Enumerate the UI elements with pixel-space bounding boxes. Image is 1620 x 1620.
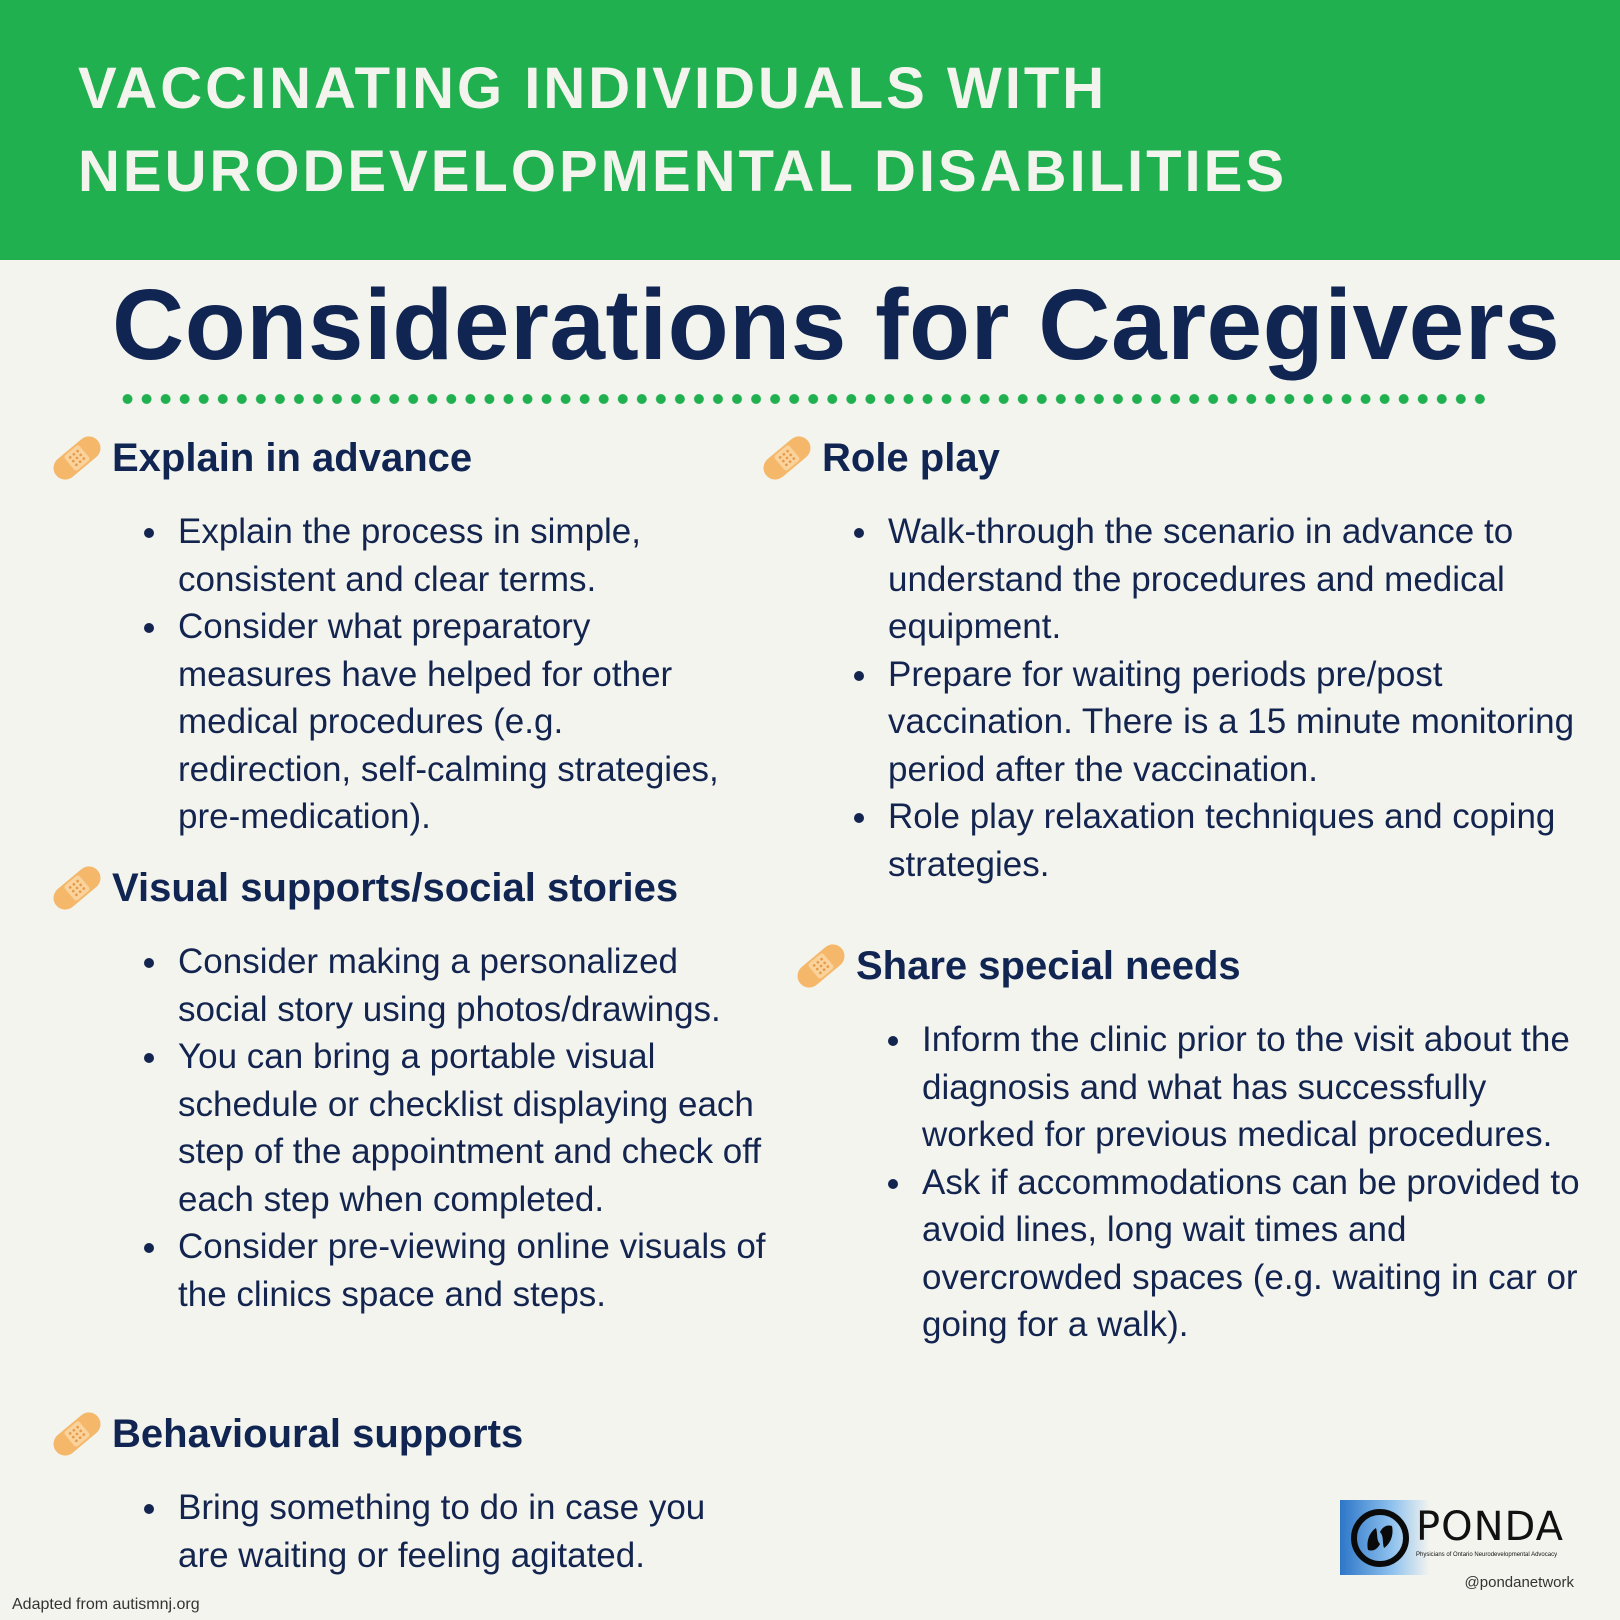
bullet-item: Walk-through the scenario in advance to understand the procedures and medical equipment.	[854, 508, 1584, 651]
banner-title-line-2: NEURODEVELOPMENTAL DISABILITIES	[78, 139, 1288, 204]
section-header	[756, 428, 1596, 488]
bullet-item: Role play relaxation techniques and coping strategies.	[854, 793, 1584, 888]
bullet-item: Prepare for waiting periods pre/post vaccination. There is a 15 minute monitoring period after the vaccination.	[854, 651, 1584, 794]
section-heading: Role play	[822, 435, 1000, 480]
bullet-item: Explain the process in simple, consistent and clear terms.	[144, 508, 744, 603]
bandage-icon	[46, 857, 108, 919]
bandage-icon	[756, 427, 818, 489]
bullet-item: Inform the clinic prior to the visit about the diagnosis and what has successfully worked for previous medical procedures.	[888, 1016, 1588, 1159]
section-heading: Share special needs	[856, 943, 1241, 988]
section-header	[46, 858, 786, 918]
banner-title-line-1: VACCINATING INDIVIDUALS WITH	[78, 56, 1108, 121]
section-heading: Behavioural supports	[112, 1411, 524, 1456]
bullet-list	[144, 938, 776, 1318]
section-header	[46, 428, 766, 488]
logo-wordmark: PONDA	[1416, 1504, 1564, 1550]
section-header	[46, 1404, 786, 1464]
logo-subtitle: Physicians of Ontario Neurodevelopmental Advocacy	[1416, 1552, 1558, 1558]
bandage-icon	[46, 427, 108, 489]
bullet-list	[144, 1484, 744, 1579]
header-banner	[0, 0, 1620, 260]
bullet-list	[888, 1016, 1588, 1349]
section-heading: Explain in advance	[112, 435, 473, 480]
bullet-item: Ask if accommodations can be provided to avoid lines, long wait times and overcrowded spaces (e.g. waiting in car or going for a walk).	[888, 1159, 1588, 1349]
page-title: Considerations for Caregivers	[112, 269, 1561, 381]
ponda-logo	[1340, 1500, 1576, 1575]
section-behavioural-supports	[46, 1404, 786, 1579]
bullet-item: Consider pre-viewing online visuals of the clinics space and steps.	[144, 1223, 776, 1318]
bullet-item: You can bring a portable visual schedule or checklist displaying each step of the appointment and check off each step when completed.	[144, 1033, 776, 1223]
bullet-list	[854, 508, 1584, 888]
section-heading: Visual supports/social stories	[112, 865, 679, 910]
dotted-divider	[118, 393, 1490, 405]
bullet-list	[144, 508, 744, 841]
bandage-icon	[46, 1403, 108, 1465]
bullet-item: Consider what preparatory measures have helped for other medical procedures (e.g. redirection, self-calming strategies, pre-medication).	[144, 603, 744, 841]
social-handle: @pondanetwork	[1464, 1574, 1574, 1591]
section-explain-in-advance	[46, 428, 766, 841]
bullet-item: Consider making a personalized social story using photos/drawings.	[144, 938, 776, 1033]
bandage-icon	[790, 935, 852, 997]
section-role-play	[756, 428, 1596, 888]
section-share-special-needs	[790, 936, 1600, 1349]
hands-logo-icon	[1348, 1506, 1412, 1570]
bullet-item: Bring something to do in case you are waiting or feeling agitated.	[144, 1484, 744, 1579]
section-visual-supports	[46, 858, 786, 1318]
source-footnote: Adapted from autismnj.org	[12, 1596, 200, 1613]
section-header	[790, 936, 1600, 996]
